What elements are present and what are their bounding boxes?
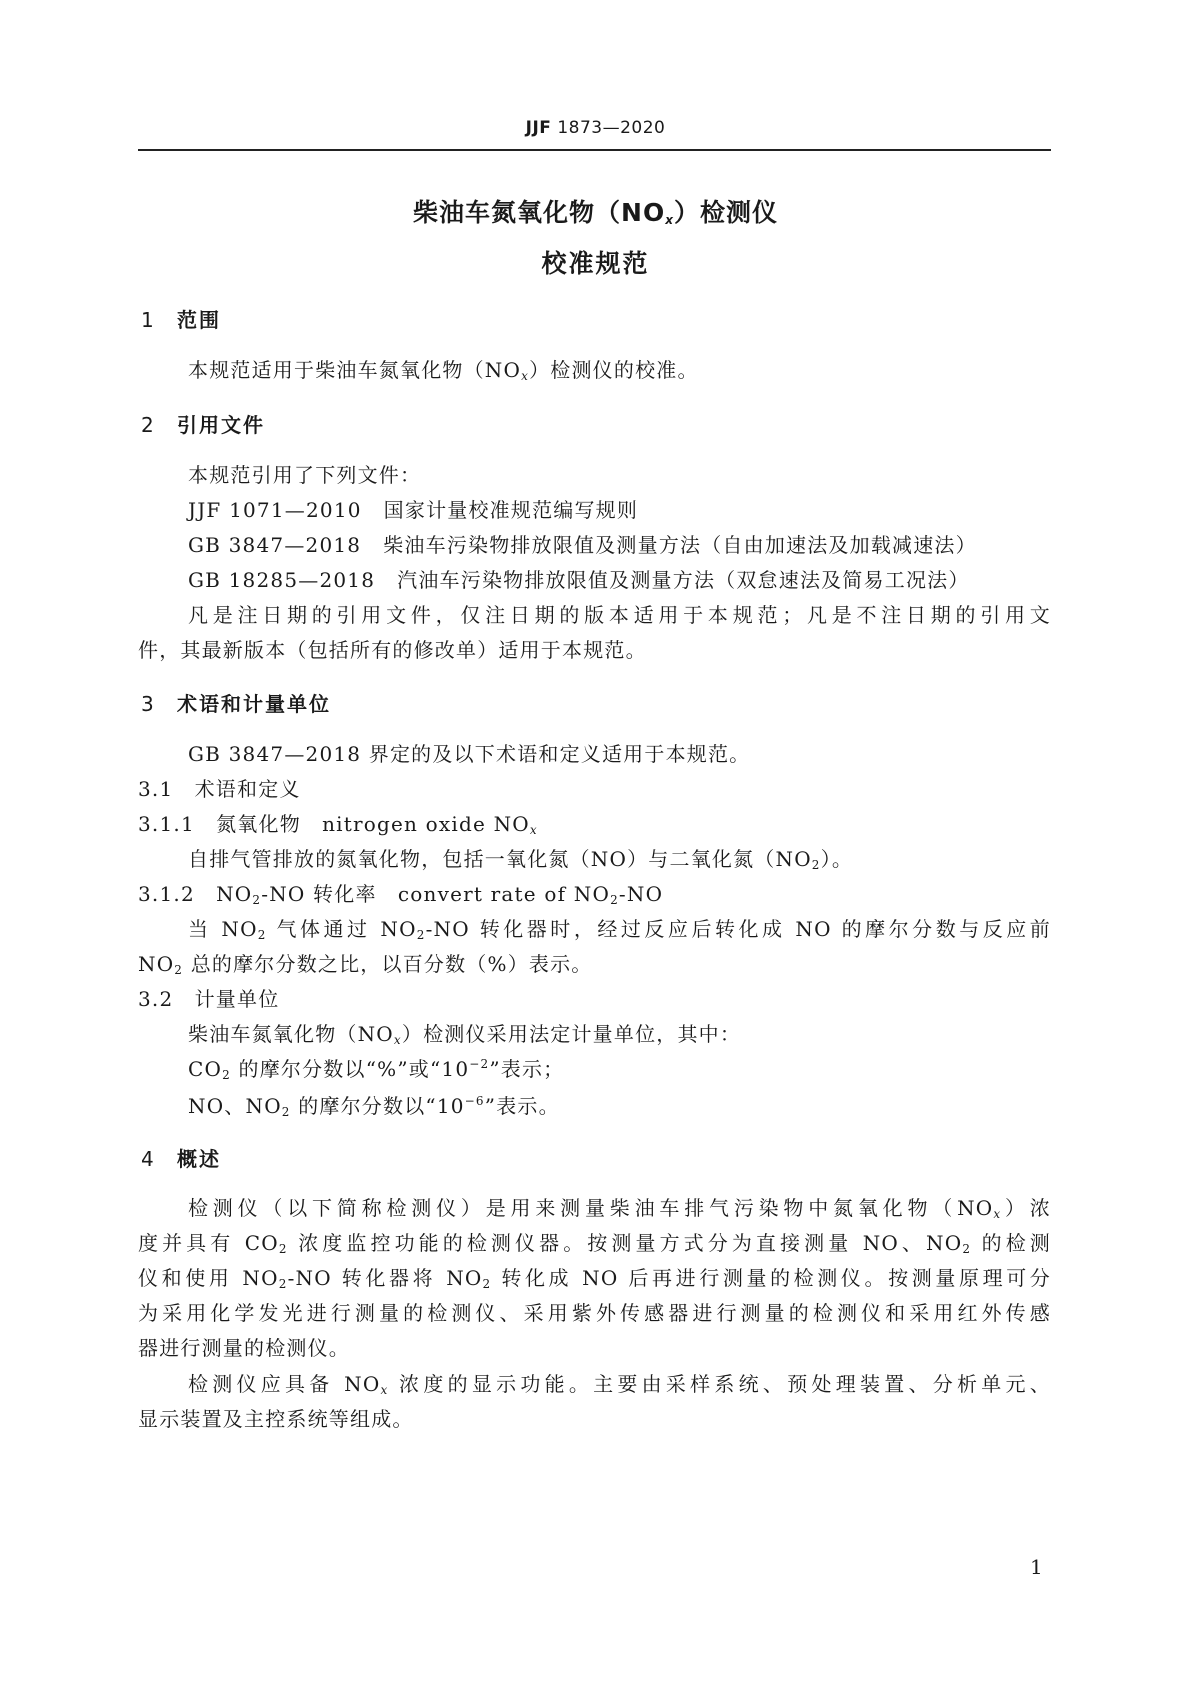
- term-3-1-2: 3.1.2 $NO_2-NO$ 转化率 convert rate of $NO_2-NO$: [138, 882, 664, 907]
- section-2-heading: 2 引用文件: [141, 413, 265, 437]
- subsection-3-2-heading: 3.2 计量单位: [138, 987, 280, 1011]
- reference-item: GB 3847—2018 柴油车污染物排放限值及测量方法（自由加速法及加载减速法）: [188, 533, 977, 557]
- overview-line2: 度并具有 $CO_2$ 浓度监控功能的检测仪器。按测量方式分为直接测量 NO、$NO_2$ 的检测: [138, 1231, 1051, 1256]
- section-3-intro: GB 3847—2018 界定的及以下术语和定义适用于本规范。: [188, 742, 751, 766]
- subsection-3-1-heading: 3.1 术语和定义: [138, 777, 301, 801]
- section-2-intro: 本规范引用了下列文件：: [188, 463, 422, 487]
- document-title-line2: 校准规范: [541, 249, 650, 278]
- term-3-1-1-definition: 自排气管排放的氮氧化物，包括一氧化氮（NO）与二氧化氮$(NO_2)$。: [188, 847, 854, 872]
- units-intro: 柴油车氮氧化物$(NO_x)$检测仪采用法定计量单位，其中：: [188, 1022, 742, 1047]
- document-code-header: JJF 1873—2020: [525, 118, 666, 138]
- unit-co2: $CO_2$ 的摩尔分数以“%”或“$10^{-2}$”表示；: [188, 1057, 565, 1082]
- section-3-heading: 3 术语和计量单位: [141, 692, 331, 716]
- reference-item: GB 18285—2018 汽油车污染物排放限值及测量方法（双怠速法及简易工况法）: [188, 568, 970, 592]
- section-2-note-line1: 凡是注日期的引用文件，仅注日期的版本适用于本规范；凡是不注日期的引用文: [188, 603, 1051, 627]
- section-1-heading: 1 范围: [141, 308, 221, 332]
- section-4-heading: 4 概述: [141, 1147, 221, 1171]
- section-1-paragraph: 本规范适用于柴油车氮氧化物$(NO_x)$检测仪的校准。: [188, 358, 699, 383]
- term-3-1-1: 3.1.1 氮氧化物 nitrogen oxide $NO_x$: [138, 812, 538, 837]
- overview-display-line1: 检测仪应具备 $NO_x$ 浓度的显示功能。主要由采样系统、预处理装置、分析单元、: [188, 1372, 1051, 1397]
- overview-display-line2: 显示装置及主控系统等组成。: [138, 1407, 414, 1431]
- overview-line5: 器进行测量的检测仪。: [138, 1336, 350, 1360]
- term-3-1-2-definition-line2: $NO_2$ 总的摩尔分数之比，以百分数（%）表示。: [138, 952, 593, 977]
- overview-line1: 检测仪（以下简称检测仪）是用来测量柴油车排气污染物中氮氧化物$(NO_x)$浓: [188, 1196, 1051, 1221]
- page-number: 1: [1030, 1555, 1043, 1579]
- reference-item: JJF 1071—2010 国家计量校准规范编写规则: [188, 498, 639, 522]
- unit-no-no2: NO、$NO_2$ 的摩尔分数以“$10^{-6}$”表示。: [188, 1094, 560, 1119]
- term-3-1-2-definition-line1: 当 $NO_2$ 气体通过 $NO_2-NO$ 转化器时，经过反应后转化成 NO 的摩尔分数与反应前: [188, 917, 1052, 942]
- overview-line3: 仪和使用 $NO_2-NO$ 转化器将 $NO_2$ 转化成 NO 后再进行测量的检测仪。按测量原理可分: [138, 1266, 1052, 1291]
- overview-line4: 为采用化学发光进行测量的检测仪、采用紫外传感器进行测量的检测仪和采用红外传感: [138, 1301, 1051, 1325]
- header-rule: [138, 149, 1051, 151]
- document-title-line1: 柴油车氮氧化物$(NO_x)$检测仪: [413, 198, 778, 227]
- section-2-note-line2: 件，其最新版本（包括所有的修改单）适用于本规范。: [138, 638, 647, 662]
